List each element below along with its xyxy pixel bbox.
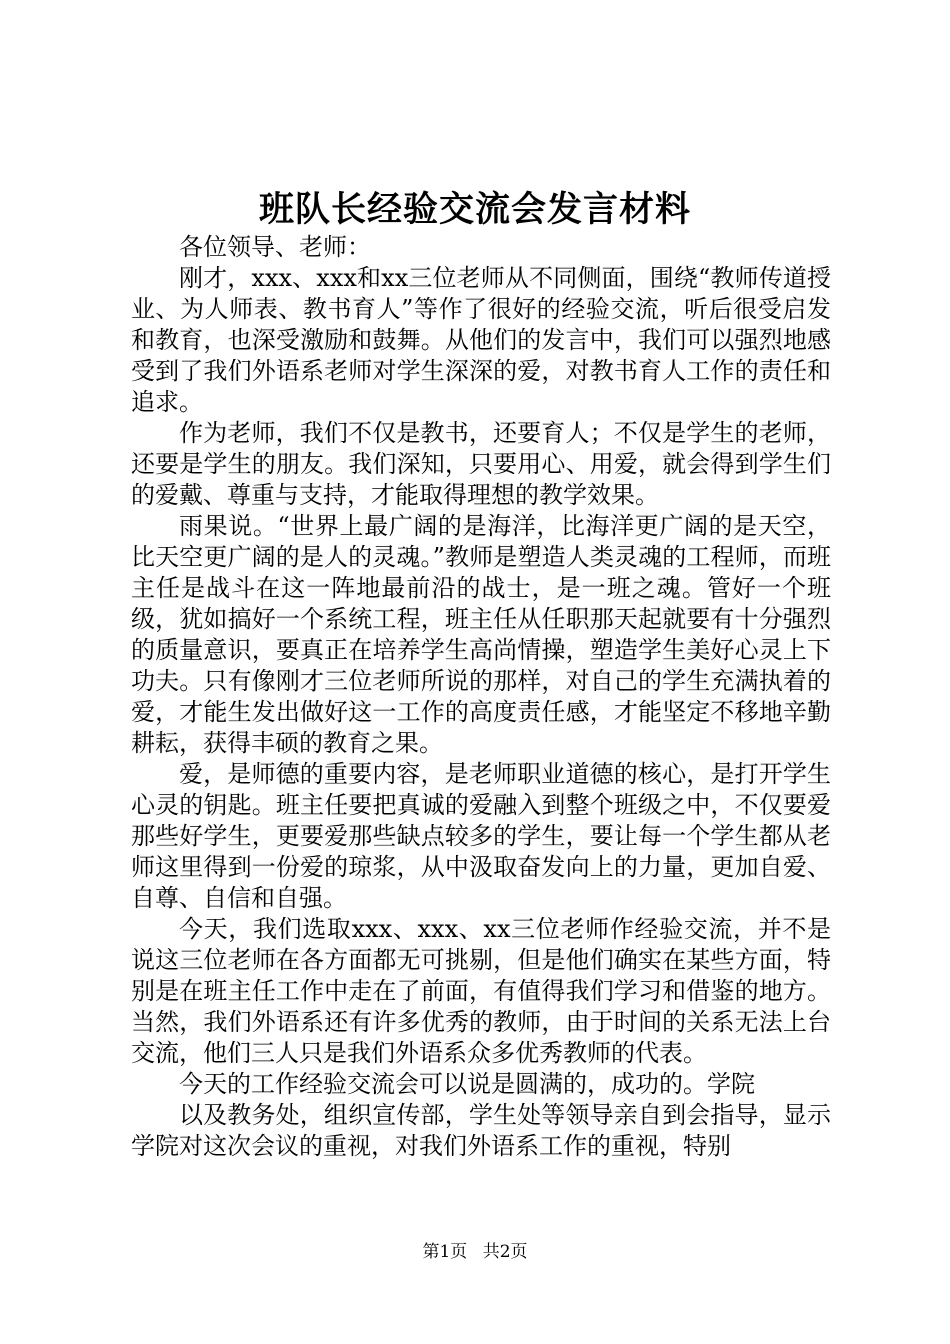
paragraph-2: 作为老师，我们不仅是教书，还要育人；不仅是学生的老师，还要是学生的朋友。我们深知，只要用心、用爱，就会得到学生们的爱戴、尊重与支持，才能取得理想的教学效果。	[131, 419, 831, 509]
paragraph-1: 刚才，xxx、xxx和xx三位老师从不同侧面，围绕“教师传道授业、为人师表、教书育人”等作了很好的经验交流，听后很受启发和教育，也深受激励和鼓舞。从他们的发言中，我们可以强烈地感受到了我们外语系老师对学生深深的爱，对教书育人工作的责任和追求。	[131, 264, 831, 416]
page-total: 共2页	[482, 1242, 528, 1262]
paragraph-5: 今天，我们选取xxx、xxx、xx三位老师作经验交流，并不是说这三位老师在各方面都无可挑剔，但是他们确实在某些方面，特别是在班主任工作中走在了前面，有值得我们学习和借鉴的地方。当然，我们外语系还有许多优秀的教师，由于时间的关系无法上台交流，他们三人只是我们外语系众多优秀教师的代表。	[131, 915, 831, 1067]
page-footer	[0, 1240, 950, 1264]
paragraph-3: 雨果说。“世界上最广阔的是海洋，比海洋更广阔的是天空，比天空更广阔的是人的灵魂。”教师是塑造人类灵魂的工程师，而班主任是战斗在这一阵地最前沿的战士，是一班之魂。管好一个班级，犹如搞好一个系统工程，班主任从任职那天起就要有十分强烈的质量意识，要真正在培养学生高尚情操，塑造学生美好心灵上下功夫。只有像刚才三位老师所说的那样，对自己的学生充满执着的爱，才能生发出做好这一工作的高度责任感，才能坚定不移地辛勤耕耘，获得丰硕的教育之果。	[131, 512, 831, 757]
paragraph-7: 以及教务处，组织宣传部，学生处等领导亲自到会指导，显示学院对这次会议的重视，对我们外语系工作的重视，特别	[131, 1101, 831, 1160]
greeting-line: 各位领导、老师：	[179, 233, 371, 261]
page-number: 第1页	[422, 1242, 468, 1262]
paragraph-4: 爱，是师德的重要内容，是老师职业道德的核心，是打开学生心灵的钥匙。班主任要把真诚的爱融入到整个班级之中，不仅要爱那些好学生，更要爱那些缺点较多的学生，要让每一个学生都从老师这里得到一份爱的琼浆，从中汲取奋发向上的力量，更加自爱、自尊、自信和自强。	[131, 760, 831, 912]
paragraph-6: 今天的工作经验交流会可以说是圆满的，成功的。学院	[179, 1070, 755, 1098]
document-title: 班队长经验交流会发言材料	[258, 189, 691, 230]
document-body	[131, 232, 831, 1162]
